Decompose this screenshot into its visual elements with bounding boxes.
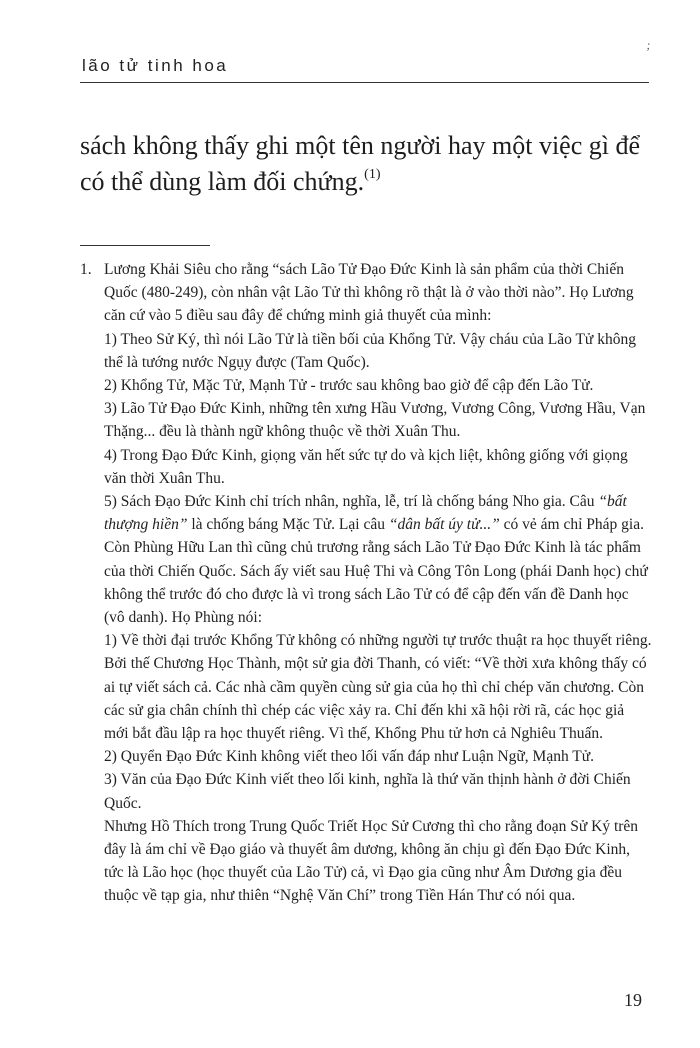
corner-mark: ; [646,37,652,53]
footnote-paragraph: 4) Trong Đạo Đức Kinh, giọng văn hết sức tự do và kịch liệt, không giống với giọng văn thời Xuân Thu. [104,446,628,487]
footnote-reference[interactable]: (1) [364,167,381,182]
footnote-paragraph: 2) Quyển Đạo Đức Kinh không viết theo lối vấn đáp như Luận Ngữ, Mạnh Tử. [104,748,595,766]
footnote-text: 5) Sách Đạo Đức Kinh chỉ trích nhân, nghĩa, lễ, trí là chống báng Nho gia. Câu [104,493,599,511]
footnote-paragraph: 1) Về thời đại trước Khổng Tử không có những người tự trước thuật ra học thuyết riêng. Bởi thế Chương Học Thành, một sử gia đời Thanh, có viết: “Về thời xưa không thấy có ai tự viết sách cả. Các nhà cầm quyền cùng sử gia của họ thì chỉ chép văn chương. Còn các sử gia chân chính thì chép các việc xảy ra. Chỉ đến khi xã hội rời rã, các học giả mới bắt đầu lập ra học thuyết riêng. Vì thế, Khổng Phu tử hơn cả Nghiêu Thuấn. [104,632,652,743]
footnote-paragraph: Lương Khải Siêu cho rằng “sách Lão Tử Đạo Đức Kinh là sản phẩm của thời Chiến Quốc (480-249), còn nhân vật Lão Tử thì không rõ thật là ở vào thời nào”. Họ Lương căn cứ vào 5 điều sau đây để chứng minh giả thuyết của mình: [104,261,634,325]
footnote-paragraph: 1) Theo Sử Ký, thì nói Lão Tử là tiền bối của Khổng Tử. Vậy cháu của Lão Tử không thể là tướng nước Ngụy được (Tam Quốc). [104,330,636,371]
main-text-body: sách không thấy ghi một tên người hay một việc gì để có thể dùng làm đối chứng. [80,131,641,196]
footnote-body [104,258,652,908]
running-header: lão tử tinh hoa [82,56,229,75]
main-text [80,128,650,200]
page-number: 19 [624,990,642,1010]
quoted-phrase: “dân bất úy tử...” [388,516,500,534]
footnote-text: có vẻ ám chỉ Pháp gia. [499,516,644,534]
footnote-paragraph: Còn Phùng Hữu Lan thì cũng chủ trương rằng sách Lão Tử Đạo Đức Kinh là tác phẩm của thời Chiến Quốc. Sách ấy viết sau Huệ Thi và Công Tôn Long (phái Danh học) chứ không thể trước đó cho được là vì trong sách Lão Tử có để cập đến vấn đề Danh học (vô danh). Họ Phùng nói: [104,539,648,627]
footnote-paragraph: Nhưng Hồ Thích trong Trung Quốc Triết Học Sử Cương thì cho rằng đoạn Sử Ký trên đây là ám chỉ về Đạo giáo và thuyết âm dương, không ăn chịu gì đến Đạo Đức Kinh, tức là Lão học (học thuyết của Lão Tử) cả, vì Đạo gia cũng như Âm Dương gia đều thuộc về tạp gia, như thiên “Nghệ Văn Chí” trong Tiền Hán Thư có nói qua. [104,817,639,905]
footnote-paragraph [104,490,652,536]
footnote-number: 1. [80,261,92,278]
footnote-paragraph: 3) Lão Tử Đạo Đức Kinh, những tên xưng Hầu Vương, Vương Công, Vương Hầu, Vạn Thặng... đều là thành ngữ không thuộc về thời Xuân Thu. [104,400,646,441]
footnote-text: là chống báng Mặc Tử. Lại câu [187,516,389,534]
quoted-phrase: “bất thượng hiền” [104,493,627,534]
footnote-rule [80,245,210,246]
footnote [80,258,652,908]
header-rule [80,82,649,83]
footnote-paragraph: 3) Văn của Đạo Đức Kinh viết theo lối kinh, nghĩa là thứ văn thịnh hành ở đời Chiến Quốc. [104,771,631,812]
footnote-paragraph: 2) Khổng Tử, Mặc Tử, Mạnh Tử - trước sau không bao giờ để cập đến Lão Tử. [104,377,594,395]
